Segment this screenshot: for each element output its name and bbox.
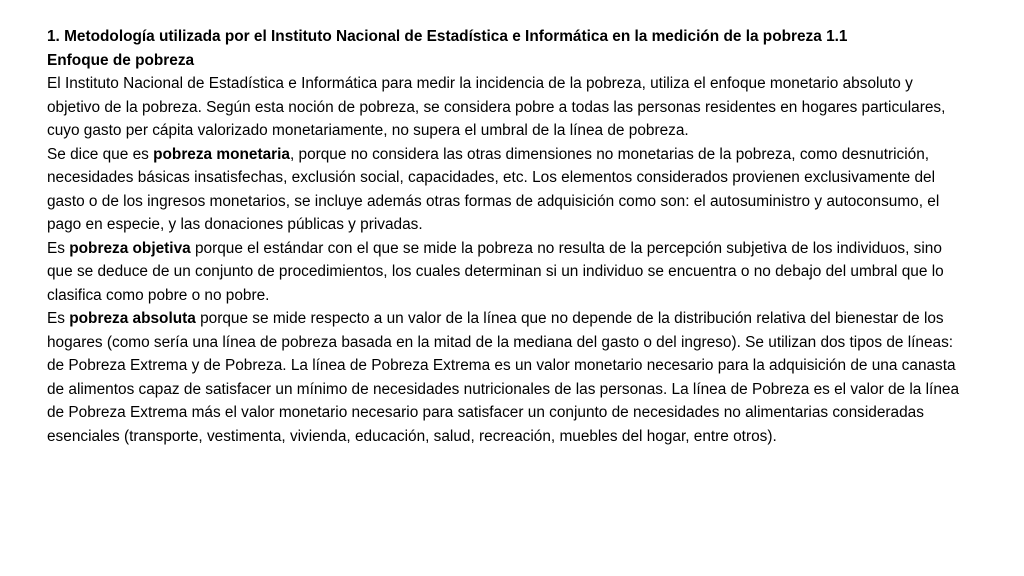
paragraph-monetaria [47,143,967,237]
paragraph-monetaria-post: , porque no considera las otras dimensiones no monetarias de la pobreza, como desnutrición, necesidades básicas insatisfechas, exclusión social, capacidades, etc. Los elementos considerados provienen exclusivamente del gasto o de los ingresos monetarios, se incluye además otras formas de adquisición como son: el autosuministro y autoconsumo, el pago en especie, y las donaciones públicas y privadas. [47,145,940,233]
term-pobreza-objetiva: pobreza objetiva [69,239,191,257]
paragraph-objetiva [47,237,967,308]
section-heading [47,25,967,72]
term-pobreza-monetaria: pobreza monetaria [153,145,290,163]
heading-line-2: Enfoque de pobreza [47,51,195,69]
term-pobreza-absoluta: pobreza absoluta [69,310,196,327]
paragraph-absoluta-post: porque se mide respecto a un valor de la línea que no depende de la distribución relativa del bienestar de los hogares (como sería una línea de pobreza basada en la mitad de la mediana del gasto o del ingreso). Se utilizan dos tipos de líneas: de Pobreza Extrema y de Pobreza. La línea de Pobreza Extrema es un valor monetario necesario para la adquisición de una canasta de alimentos capaz de satisfacer un mínimo de necesidades nutricionales de las personas. La línea de Pobreza es el valor de la línea de Pobreza Extrema más el valor monetario necesario para satisfacer un conjunto de necesidades no alimentarias consideradas esenciales (transporte, vestimenta, vivienda, educación, salud, recreación, muebles del hogar, entre otros). [47,310,960,445]
paragraph-monetaria-pre: Se dice que es [47,145,154,163]
paragraph-intro [47,72,967,143]
paragraph-absoluta-pre: Es [47,310,70,327]
paragraph-objetiva-pre: Es [47,239,70,257]
heading-line-1: 1. Metodología utilizada por el Instituto Nacional de Estadística e Informática en la medición de la pobreza 1.1 [47,28,848,45]
paragraph-intro-text: El Instituto Nacional de Estadística e Informática para medir la incidencia de la pobreza, utiliza el enfoque monetario absoluto y objetivo de la pobreza. Según esta noción de pobreza, se considera pobre a todas las personas residentes en hogares particulares, cuyo gasto per cápita valorizado monetariamente, no supera el umbral de la línea de pobreza. [47,75,946,139]
slide-body [47,25,967,448]
paragraph-absoluta [47,307,967,448]
paragraph-objetiva-post: porque el estándar con el que se mide la pobreza no resulta de la percepción subjetiva de los individuos, sino que se deduce de un conjunto de procedimientos, los cuales determinan si un individuo se encuentra o no debajo del umbral que lo clasifica como pobre o no pobre. [47,239,944,304]
